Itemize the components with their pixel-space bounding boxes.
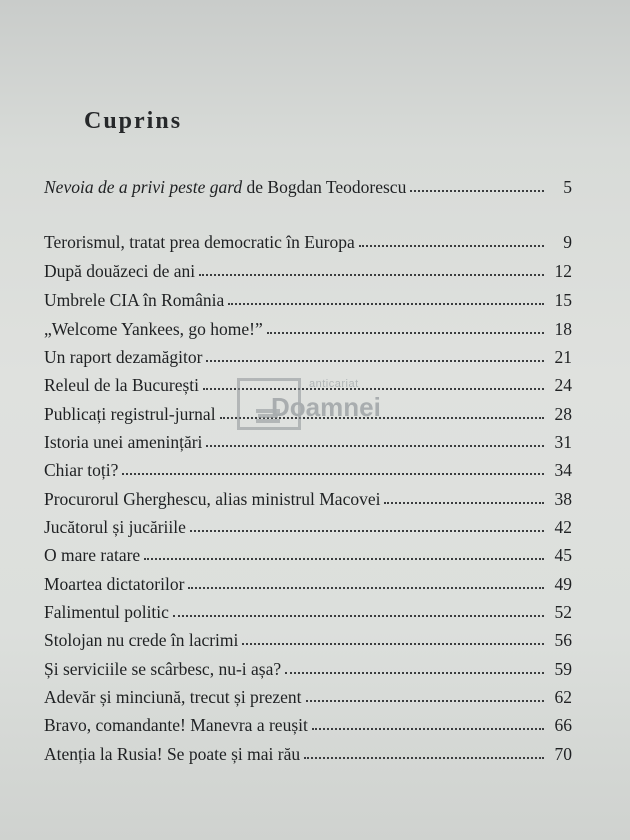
toc-entry: [44, 623, 572, 649]
toc-preface-title: [44, 176, 407, 197]
toc-page-number: 59: [554, 658, 572, 679]
toc-entry: [44, 453, 572, 479]
toc-page-number: 12: [554, 260, 572, 281]
toc-entry-title: Bravo, comandante! Manevra a reușit: [44, 714, 308, 735]
toc-entry: [44, 312, 572, 338]
toc-entry: [44, 283, 572, 309]
toc-entry-title: Stolojan nu crede în lacrimi: [44, 629, 239, 650]
toc-leader-dots: [410, 189, 544, 192]
toc-entry-title: După douăzeci de ani: [44, 260, 196, 281]
toc-preface-title-author: de Bogdan Teodorescu: [242, 176, 407, 197]
toc-entry-title: Terorismul, tratat prea democratic în Europa: [44, 231, 355, 252]
toc-page-number: 21: [554, 346, 572, 367]
toc-leader-dots: [384, 501, 544, 504]
toc-page-number: 38: [554, 488, 572, 509]
toc-leader-dots: [285, 671, 544, 674]
toc-entry-title: Istoria unei amenințări: [44, 431, 203, 452]
toc-entry: [44, 652, 572, 678]
toc-preface-title-italic: Nevoia de a privi peste gard: [44, 176, 243, 197]
toc-page-number: 62: [554, 686, 572, 707]
watermark-subtitle: anticariat: [309, 378, 359, 390]
toc-entry-title: Adevăr și minciună, trecut și prezent: [44, 686, 302, 707]
toc-entry: [44, 538, 572, 564]
toc-leader-dots: [144, 557, 544, 560]
toc-leader-dots: [199, 273, 544, 276]
toc-page-number: 42: [554, 516, 572, 537]
toc-leader-dots: [206, 444, 544, 447]
toc-leader-dots: [173, 614, 544, 617]
toc-page-number: 18: [554, 318, 572, 339]
toc-entry: [44, 595, 572, 621]
toc-entry-title: Moartea dictatorilor: [44, 573, 185, 594]
toc-entry-title: Chiar toți?: [44, 459, 119, 480]
toc-entry-title: Jucătorul și jucăriile: [44, 516, 186, 537]
toc-entry-title: „Welcome Yankees, go home!”: [44, 318, 263, 339]
toc-entry: [44, 567, 572, 593]
toc-leader-dots: [206, 359, 544, 362]
toc-entry: [44, 482, 572, 508]
toc-entry-title: Publicați registrul-jurnal: [44, 403, 216, 424]
toc-entry-title: Atenția la Rusia! Se poate și mai rău: [44, 743, 301, 764]
toc-page-number: 15: [554, 289, 572, 310]
toc-leader-dots: [359, 244, 544, 247]
toc-entry-title: Un raport dezamăgitor: [44, 346, 203, 367]
toc-page-number: 28: [554, 403, 572, 424]
toc-page-number: 45: [554, 544, 572, 565]
toc-entry: [44, 510, 572, 536]
toc-page-number: 56: [554, 629, 572, 650]
toc-page-number: 9: [563, 231, 572, 252]
toc-entry: [44, 680, 572, 706]
toc-entry-title: Umbrele CIA în România: [44, 289, 225, 310]
toc-entry-title: Și serviciile se scârbesc, nu-i așa?: [44, 658, 282, 679]
toc-page-number: 34: [554, 459, 572, 480]
toc-entry-title: O mare ratare: [44, 544, 141, 565]
toc-page-number: 66: [554, 714, 572, 735]
toc-entry-title: Releul de la București: [44, 374, 200, 395]
toc-entry: [44, 340, 572, 366]
watermark-name: Doamnei: [271, 392, 381, 422]
page-title: Cuprins: [84, 108, 183, 134]
toc-entry: [44, 737, 572, 763]
toc-leader-dots: [242, 642, 544, 645]
toc-leader-dots: [228, 302, 544, 305]
toc-page-number: 5: [563, 176, 572, 197]
toc-page-number: 31: [554, 431, 572, 452]
toc-entry: [44, 708, 572, 734]
toc-leader-dots: [267, 331, 544, 334]
toc-leader-dots: [312, 727, 544, 730]
toc-page-number: 49: [554, 573, 572, 594]
toc-entry: [44, 225, 572, 251]
toc-entry-title: Falimentul politic: [44, 601, 169, 622]
toc-leader-dots: [188, 586, 544, 589]
toc-page-number: 52: [554, 601, 572, 622]
toc-leader-dots: [306, 699, 544, 702]
toc-leader-dots: [304, 756, 544, 759]
toc-entry-title: Procurorul Gherghescu, alias ministrul Macovei: [44, 488, 381, 509]
toc-preface-entry: [44, 170, 572, 196]
toc-page-number: 70: [554, 743, 572, 764]
toc-page-number: 24: [554, 374, 572, 395]
toc-leader-dots: [190, 529, 544, 532]
toc-entry: [44, 254, 572, 280]
toc-leader-dots: [122, 472, 544, 475]
watermark: [237, 378, 381, 430]
